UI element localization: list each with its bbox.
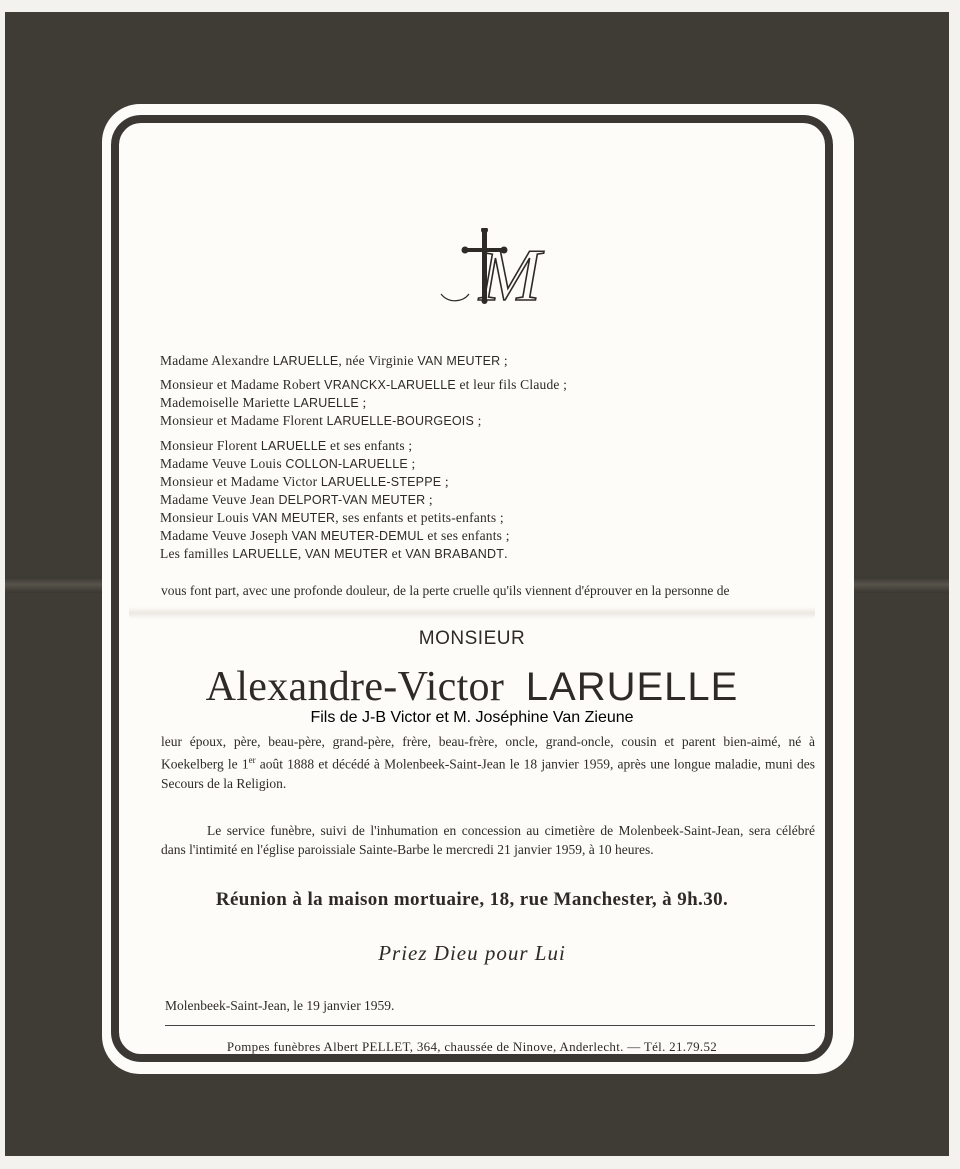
family-line [160, 528, 510, 544]
family-surname: VAN MEUTER [417, 354, 501, 368]
family-surname: LARUELLE [260, 439, 327, 453]
deceased-biography [161, 732, 815, 793]
family-surname: LARUELLE [272, 354, 339, 368]
funeral-service-details: Le service funèbre, suivi de l'inhumation en concession au cimetière de Molenbeek-Saint-Jean, sera célébré dans l'intimité en l'église paroissiale Sainte-Barbe le mercredi 21 janvier 1959, à 10 heures. [161, 823, 815, 857]
family-text: Madame Veuve Louis [160, 456, 286, 471]
family-text: ; [358, 395, 367, 410]
panel-fold-crease [129, 607, 815, 619]
family-text: Monsieur Louis [160, 510, 253, 525]
family-line [160, 395, 366, 411]
family-text: et ses enfants ; [326, 438, 413, 453]
bio-text-part2: août 1888 et décédé à Molenbeek-Saint-Jean le 18 janvier 1959, après une longue maladie, muni des Secours de la Religion. [161, 756, 815, 791]
parents-annotation: Fils de J-B Victor et M. Joséphine Van Zieune [310, 709, 634, 726]
family-text: ; [407, 456, 416, 471]
bio-superscript: er [248, 755, 256, 765]
family-surname: LARUELLE-BOURGEOIS [326, 414, 475, 428]
honorific-title: MONSIEUR [418, 628, 526, 649]
family-text: ; [474, 413, 482, 428]
family-line [160, 456, 415, 472]
family-text: Monsieur et Madame Victor [160, 474, 321, 489]
family-text: , née Virginie [338, 353, 418, 368]
family-line [160, 474, 449, 490]
family-text: et ses enfants ; [423, 528, 510, 543]
family-line [160, 546, 508, 562]
family-surname: VAN MEUTER [305, 547, 389, 561]
family-line [160, 492, 433, 508]
monogram-flourish [441, 294, 469, 301]
family-surname: DELPORT-VAN MEUTER [278, 493, 426, 507]
family-text: Les familles [160, 546, 233, 561]
family-text: Monsieur et Madame Robert [160, 377, 325, 392]
family-text: , [297, 546, 306, 561]
announcement-intro: vous font part, avec une profonde douleur, de la perte cruelle qu'ils viennent d'éprouver en la personne de [161, 583, 730, 598]
place-and-date: Molenbeek-Saint-Jean, le 19 janvier 1959. [165, 998, 395, 1013]
family-line [160, 353, 508, 369]
funeral-director-footer: Pompes funèbres Albert PELLET, 364, chaussée de Ninove, Anderlecht. — Tél. 21.79.52 [226, 1039, 718, 1054]
family-text: Madame Veuve Joseph [160, 528, 292, 543]
inner-frame [111, 115, 833, 1062]
family-surname: LARUELLE-STEPPE [320, 475, 442, 489]
family-surname: VRANCKX-LARUELLE [324, 378, 456, 392]
outer-frame [102, 104, 854, 1074]
family-text: et leur fils Claude ; [455, 377, 568, 392]
family-text: , ses enfants et petits-enfants ; [335, 510, 504, 525]
monogram-letter: M [479, 235, 541, 308]
family-surname: LARUELLE [293, 396, 359, 410]
text-panel [129, 135, 815, 1054]
family-text: Monsieur Florent [160, 438, 261, 453]
family-surname: VAN BRABANDT [405, 547, 505, 561]
family-text: Mademoiselle Mariette [160, 395, 294, 410]
family-surname: COLLON-LARUELLE [285, 457, 408, 471]
family-line [160, 413, 482, 429]
family-text: ; [500, 353, 508, 368]
family-text: Madame Veuve Jean [160, 492, 279, 507]
family-text: Madame Alexandre [160, 353, 273, 368]
family-text: . [504, 546, 508, 561]
family-text: ; [425, 492, 433, 507]
family-line [160, 377, 567, 393]
family-surname: LARUELLE [232, 547, 298, 561]
family-text: et [388, 546, 406, 561]
family-surname: VAN MEUTER [252, 511, 336, 525]
meeting-place: Réunion à la maison mortuaire, 18, rue Manchester, à 9h.30. [215, 889, 729, 910]
family-text: ; [441, 474, 449, 489]
prayer-line: Priez Dieu pour Lui [378, 941, 566, 965]
deceased-name [129, 663, 815, 711]
deceased-first-names: Alexandre-Victor [205, 664, 505, 710]
footer-divider [165, 1025, 815, 1026]
family-text: Monsieur et Madame Florent [160, 413, 327, 428]
family-surname: VAN MEUTER-DEMUL [291, 529, 424, 543]
mourning-card-border [5, 12, 949, 1156]
bio-text-part1: leur époux, père, beau-père, grand-père, frère, beau-frère, oncle, grand-oncle, cousin et parent bien-aimé, né à Koekelberg le 1 [161, 734, 815, 772]
family-line [160, 438, 412, 454]
deceased-surname: LARUELLE [525, 665, 739, 709]
cross-monogram-icon [439, 228, 569, 308]
family-line [160, 510, 504, 526]
